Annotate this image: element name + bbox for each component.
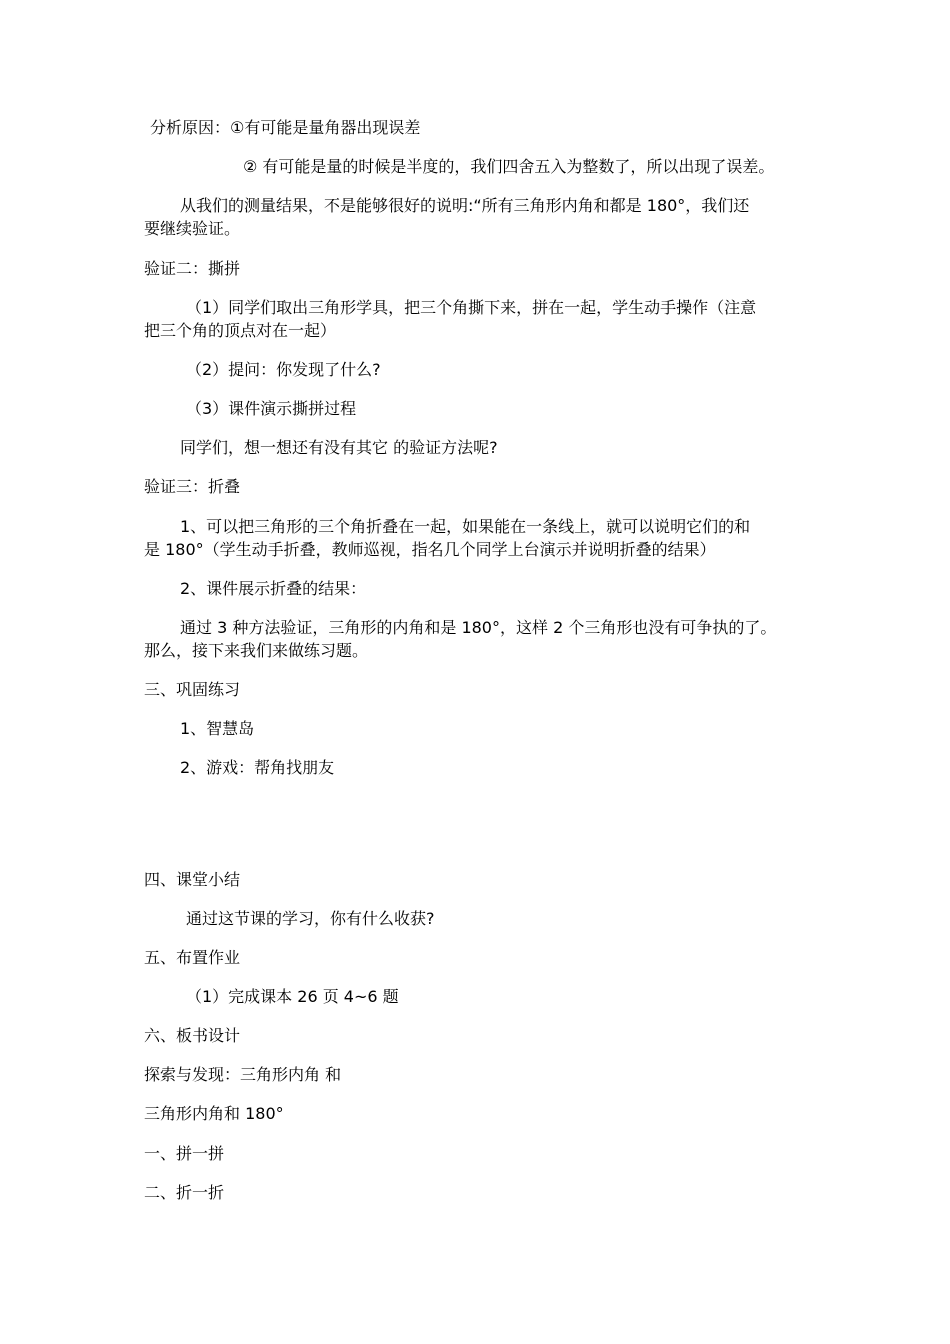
verification-2-heading: 验证二：撕拼 [144,259,241,278]
other-methods-question: 同学们，想一想还有没有其它 的验证方法呢? [180,438,498,457]
section-4-heading: 四、课堂小结 [144,870,241,889]
step-1-tear-continued: 把三个角的顶点对在一起） [144,321,337,340]
fold-step-1-line: 1、可以把三角形的三个角折叠在一起，如果能在一条线上，就可以说明它们的和 [180,517,751,536]
step-1-tear-line: （1）同学们取出三角形学具，把三个角撕下来，拼在一起，学生动手操作（注意 [186,298,757,317]
board-title: 探索与发现：三角形内角 和 [144,1065,342,1084]
measurement-result-continued: 要继续验证。 [144,219,241,238]
exercise-2: 2、游戏：帮角找朋友 [180,758,335,777]
fold-step-1-continued: 是 180°（学生动手折叠，教师巡视，指名几个同学上台演示并说明折叠的结果） [144,540,716,559]
analysis-reason-2-line: ② 有可能是量的时候是半度的，我们四舍五入为整数了，所以出现了误差。 [243,157,775,176]
step-3-demo: （3）课件演示撕拼过程 [186,399,357,418]
homework-item-1: （1）完成课本 26 页 4~6 题 [186,987,399,1006]
summary-three-methods-continued: 那么，接下来我们来做练习题。 [144,641,369,660]
lesson-summary-question: 通过这节课的学习，你有什么收获? [186,909,435,928]
board-item-2: 二、折一折 [144,1183,225,1202]
summary-three-methods-line: 通过 3 种方法验证，三角形的内角和是 180°，这样 2 个三角形也没有可争执的了。 [180,618,777,637]
exercise-1: 1、智慧岛 [180,719,255,738]
board-item-1: 一、拼一拼 [144,1144,225,1163]
analysis-reason-line: 分析原因：①有可能是量角器出现误差 [150,118,421,137]
verification-3-heading: 验证三：折叠 [144,477,241,496]
step-2-question: （2）提问：你发现了什么? [186,360,381,379]
section-5-heading: 五、布置作业 [144,948,241,967]
fold-step-2: 2、课件展示折叠的结果： [180,579,367,598]
measurement-result-line: 从我们的测量结果，不是能够很好的说明:“所有三角形内角和都是 180°，我们还 [180,196,750,215]
board-subtitle: 三角形内角和 180° [144,1104,284,1123]
section-3-heading: 三、巩固练习 [144,680,241,699]
section-6-heading: 六、板书设计 [144,1026,241,1045]
